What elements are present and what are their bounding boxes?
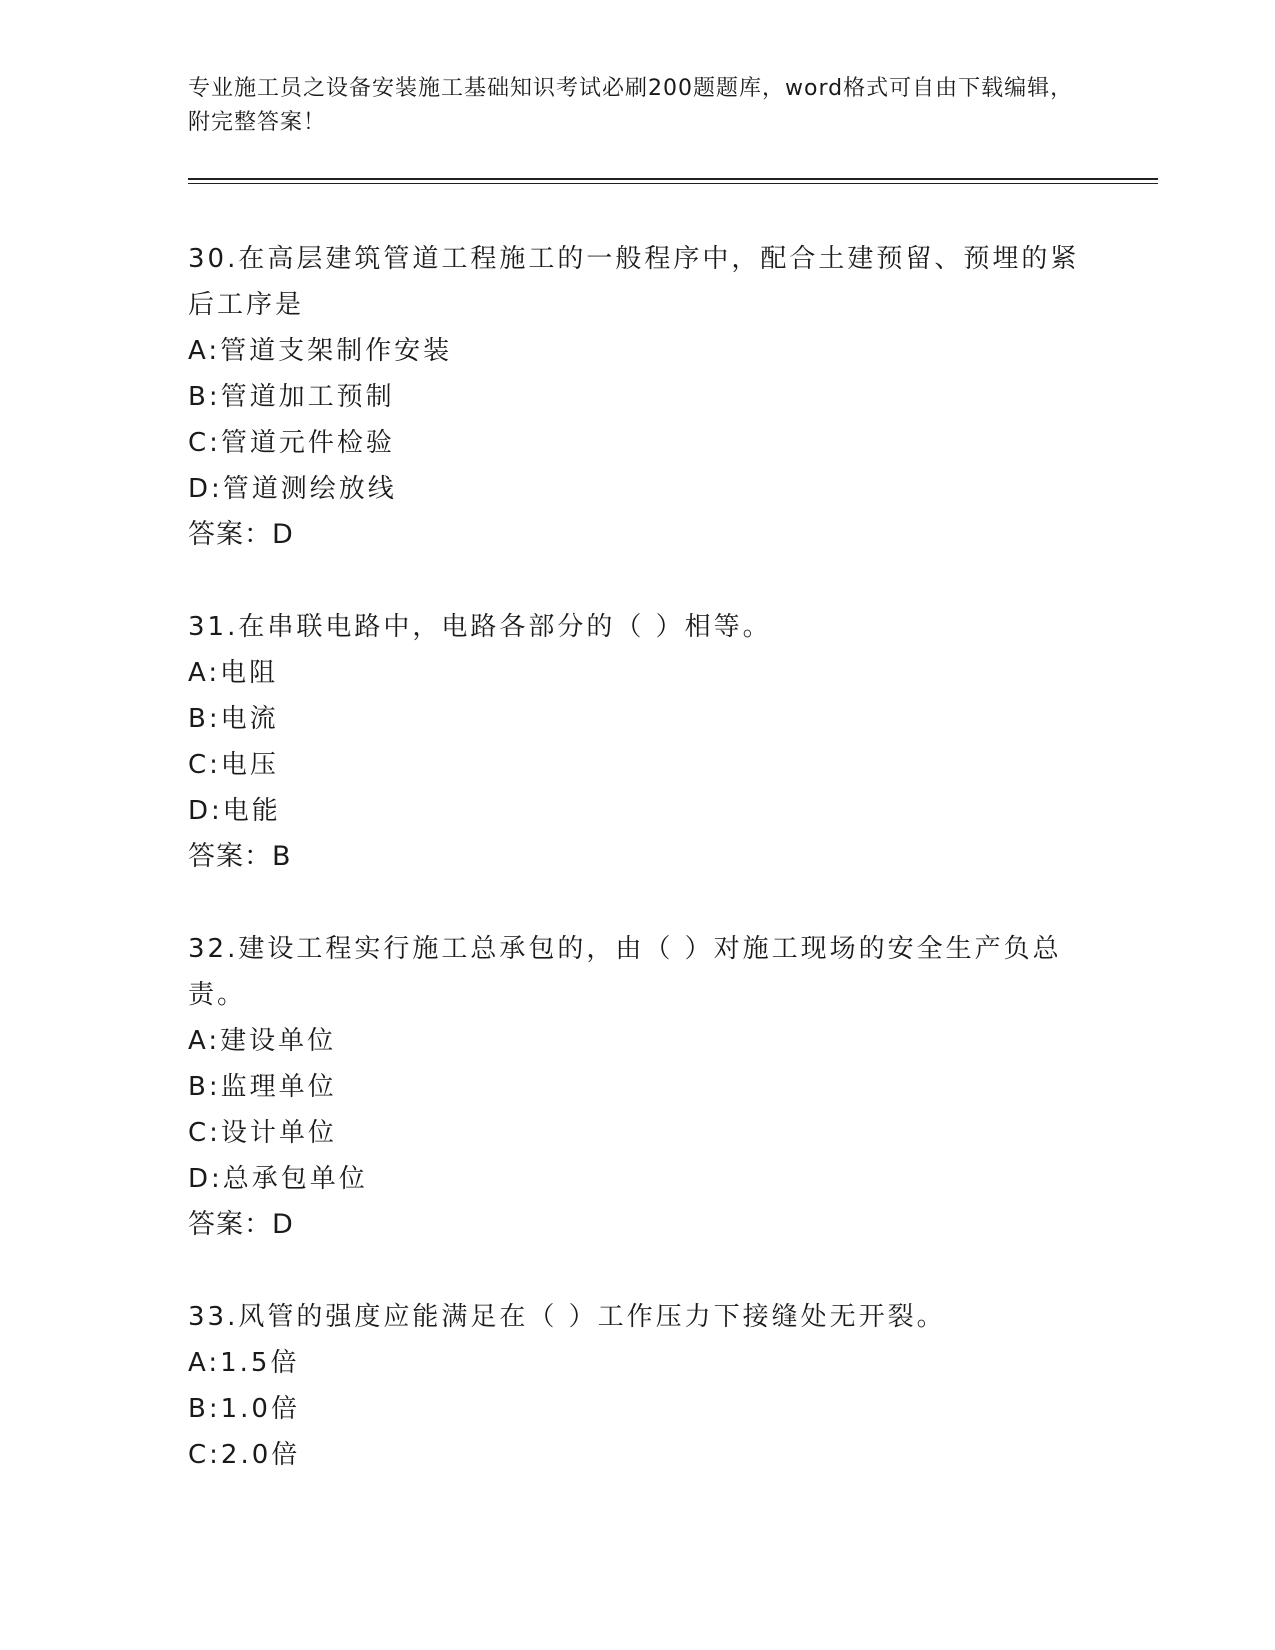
question-stem: 33.风管的强度应能满足在（ ）工作压力下接缝处无开裂。 xyxy=(188,1302,946,1332)
option-d: D:电能 xyxy=(188,796,281,826)
answer: 答案：B xyxy=(188,841,292,872)
option-a: A:管道支架制作安装 xyxy=(188,336,453,366)
answer: 答案：D xyxy=(188,519,294,550)
question-31 xyxy=(188,604,1088,880)
option-b: B:1.0倍 xyxy=(188,1394,300,1424)
question-33 xyxy=(188,1294,1088,1478)
option-a: A:电阻 xyxy=(188,658,279,688)
option-c: C:电压 xyxy=(188,750,279,780)
option-d: D:总承包单位 xyxy=(188,1164,368,1194)
option-a: A:建设单位 xyxy=(188,1026,337,1056)
option-c: C:2.0倍 xyxy=(188,1440,301,1470)
header-divider-thin xyxy=(188,183,1158,184)
question-stem: 32.建设工程实行施工总承包的，由（ ）对施工现场的安全生产负总责。 xyxy=(188,934,1062,1010)
option-b: B:电流 xyxy=(188,704,279,734)
document-header xyxy=(188,72,1088,140)
question-30 xyxy=(188,236,1088,558)
option-a: A:1.5倍 xyxy=(188,1348,300,1378)
option-c: C:设计单位 xyxy=(188,1118,337,1148)
option-b: B:管道加工预制 xyxy=(188,382,395,412)
question-stem: 31.在串联电路中，电路各部分的（ ）相等。 xyxy=(188,612,772,642)
option-c: C:管道元件检验 xyxy=(188,428,395,458)
question-list xyxy=(188,236,1088,1524)
question-stem: 30.在高层建筑管道工程施工的一般程序中，配合土建预留、预埋的紧后工序是 xyxy=(188,244,1080,320)
question-32 xyxy=(188,926,1088,1248)
header-divider-thick xyxy=(188,178,1158,180)
option-b: B:监理单位 xyxy=(188,1072,337,1102)
header-text: 专业施工员之设备安装施工基础知识考试必刷200题题库，word格式可自由下载编辑，附完整答案！ xyxy=(188,76,1074,135)
option-d: D:管道测绘放线 xyxy=(188,474,397,504)
answer: 答案：D xyxy=(188,1209,294,1240)
